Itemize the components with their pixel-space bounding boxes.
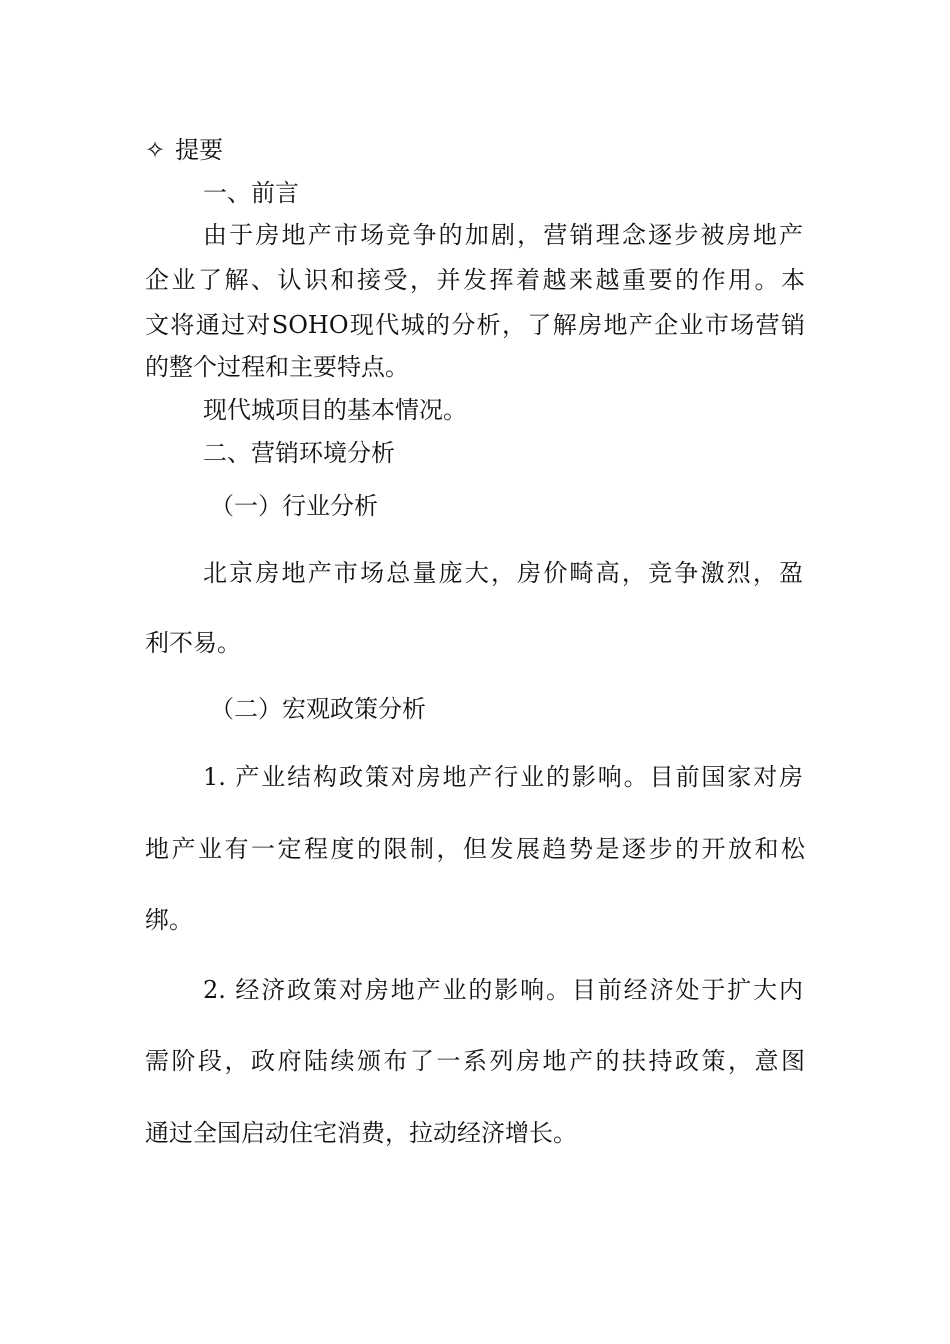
summary-heading-text: 提要 xyxy=(175,136,224,164)
summary-heading xyxy=(145,135,223,165)
sub1-body-line-1: 北京房地产市场总量庞大，房价畸高，竞争激烈，盈 xyxy=(203,559,803,587)
point2-line-3: 通过全国启动住宅消费，拉动经济增长。 xyxy=(145,1119,577,1147)
sub1-heading: （一）行业分析 xyxy=(210,492,378,520)
point2-line-1: 2. 经济政策对房地产业的影响。目前经济处于扩大内 xyxy=(203,976,803,1004)
intro-line-2: 企业了解、认识和接受，并发挥着越来越重要的作用。本 xyxy=(145,266,805,294)
section2-heading: 二、营销环境分析 xyxy=(203,439,395,467)
point2-line-2: 需阶段，政府陆续颁布了一系列房地产的扶持政策，意图 xyxy=(145,1047,805,1075)
section1-heading: 一、前言 xyxy=(203,179,299,207)
sub1-body-line-2: 利不易。 xyxy=(145,629,241,657)
intro-line-3: 文将通过对SOHO现代城的分析，了解房地产企业市场营销 xyxy=(145,311,805,339)
intro-line-1: 由于房地产市场竞争的加剧，营销理念逐步被房地产 xyxy=(203,221,803,249)
point1-line-3: 绑。 xyxy=(145,906,193,934)
diamond-bullet-icon: ✧ xyxy=(145,136,166,164)
sub2-heading: （二）宏观政策分析 xyxy=(210,695,426,723)
point1-line-1: 1. 产业结构政策对房地产行业的影响。目前国家对房 xyxy=(203,763,803,791)
project-line: 现代城项目的基本情况。 xyxy=(203,396,467,424)
point1-line-2: 地产业有一定程度的限制，但发展趋势是逐步的开放和松 xyxy=(145,835,805,863)
intro-line-4: 的整个过程和主要特点。 xyxy=(145,353,409,381)
